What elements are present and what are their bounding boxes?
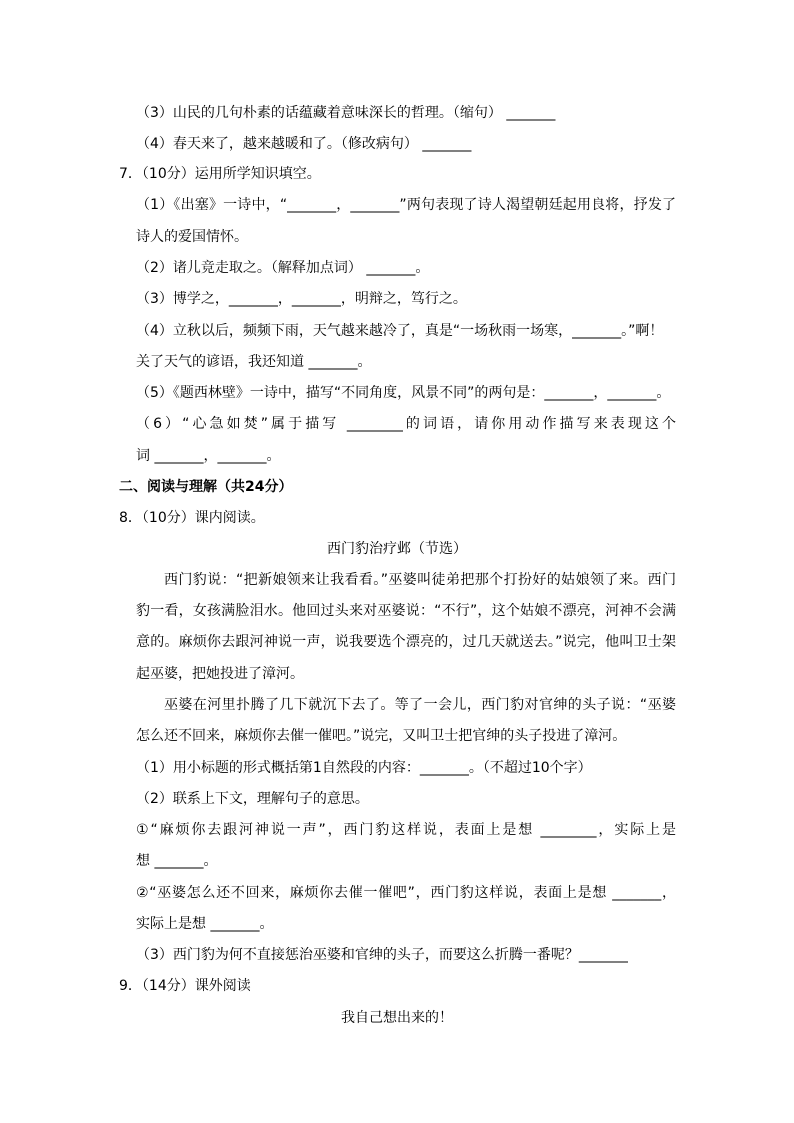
q8-item2-line: （2）联系上下文，理解句子的意思。	[136, 791, 369, 807]
q8-item1-line: （1）用小标题的形式概括第1自然段的内容：_______。（不超过10个字）	[136, 760, 592, 776]
story-title: 我自己想出来的！	[341, 1010, 453, 1026]
q6-item4-line: （4）春天来了，越来越暖和了。（修改病句） _______	[136, 136, 472, 152]
q8-item2a-line1: ①“麻烦你去跟河神说一声”，西门豹这样说，表面上是想 ________，实际上是	[136, 822, 676, 838]
passage-title: 西门豹治疗邺（节选）	[327, 541, 467, 557]
q8-item2b-line2: 实际上是想 _______。	[136, 916, 274, 932]
passage-p1-line2: 豹一看，女孩满脸泪水。他回过头来对巫婆说：“不行”，这个姑娘不漂亮，河神不会满	[136, 603, 676, 619]
q7-item1-line1: （1）《出塞》一诗中，“_______，_______”两句表现了诗人渴望朝廷起用良将，抒发了	[136, 197, 676, 213]
q7-item5-line: （5）《题西林壁》一诗中，描写“不同角度，风景不同”的两句是：_______，_______。	[136, 385, 671, 401]
q7-item6-line1: （6）“心急如焚”属于描写 ________的词语，请你用动作描写来表现这个	[136, 416, 676, 432]
q6-item3-line: （3）山民的几句朴素的话蕴藏着意味深长的哲理。（缩句） _______	[136, 105, 556, 121]
passage-p2-line2: 怎么还不回来，麻烦你去催一催吧。”说完，又叫卫士把官绅的头子投进了漳河。	[136, 728, 627, 744]
section-2-heading: 二、阅读与理解（共24分）	[119, 479, 293, 495]
q7-item6-line2: 词 _______，_______。	[136, 448, 281, 464]
question-9-heading: 9．（14分）课外阅读	[119, 978, 251, 994]
question-8-heading: 8．（10分）课内阅读。	[119, 510, 265, 526]
passage-p2-line1: 巫婆在河里扑腾了几下就沉下去了。等了一会儿，西门豹对官绅的头子说：“巫婆	[164, 697, 676, 713]
q7-item4-line1: （4）立秋以后，频频下雨，天气越来越冷了，真是“一场秋雨一场寒，_______。”啊！	[136, 323, 664, 339]
q8-item2b-line1: ②“巫婆怎么还不回来，麻烦你去催一催吧”，西门豹这样说，表面上是想 _______，	[136, 885, 676, 901]
q7-item3-line: （3）博学之，_______，_______，明辩之，笃行之。	[136, 291, 467, 307]
q7-item2-line: （2）诸儿竞走取之。（解释加点词） _______。	[136, 260, 430, 276]
passage-p1-line1: 西门豹说：“把新娘领来让我看看。”巫婆叫徒弟把那个打扮好的姑娘领了来。西门	[164, 572, 676, 588]
question-7-heading: 7．（10分）运用所学知识填空。	[119, 166, 321, 182]
passage-p1-line3: 意的。麻烦你去跟河神说一声，说我要选个漂亮的，过几天就送去。”说完，他叫卫士架	[136, 634, 676, 650]
q8-item2a-line2: 想 _______。	[136, 853, 218, 869]
passage-p1-line4: 起巫婆，把她投进了漳河。	[136, 666, 304, 682]
q7-item4-line2: 关了天气的谚语，我还知道 _______。	[136, 354, 372, 370]
q7-item1-line2: 诗人的爱国情怀。	[136, 229, 248, 245]
q8-item3-line: （3）西门豹为何不直接惩治巫婆和官绅的头子，而要这么折腾一番呢？_______	[136, 947, 628, 963]
